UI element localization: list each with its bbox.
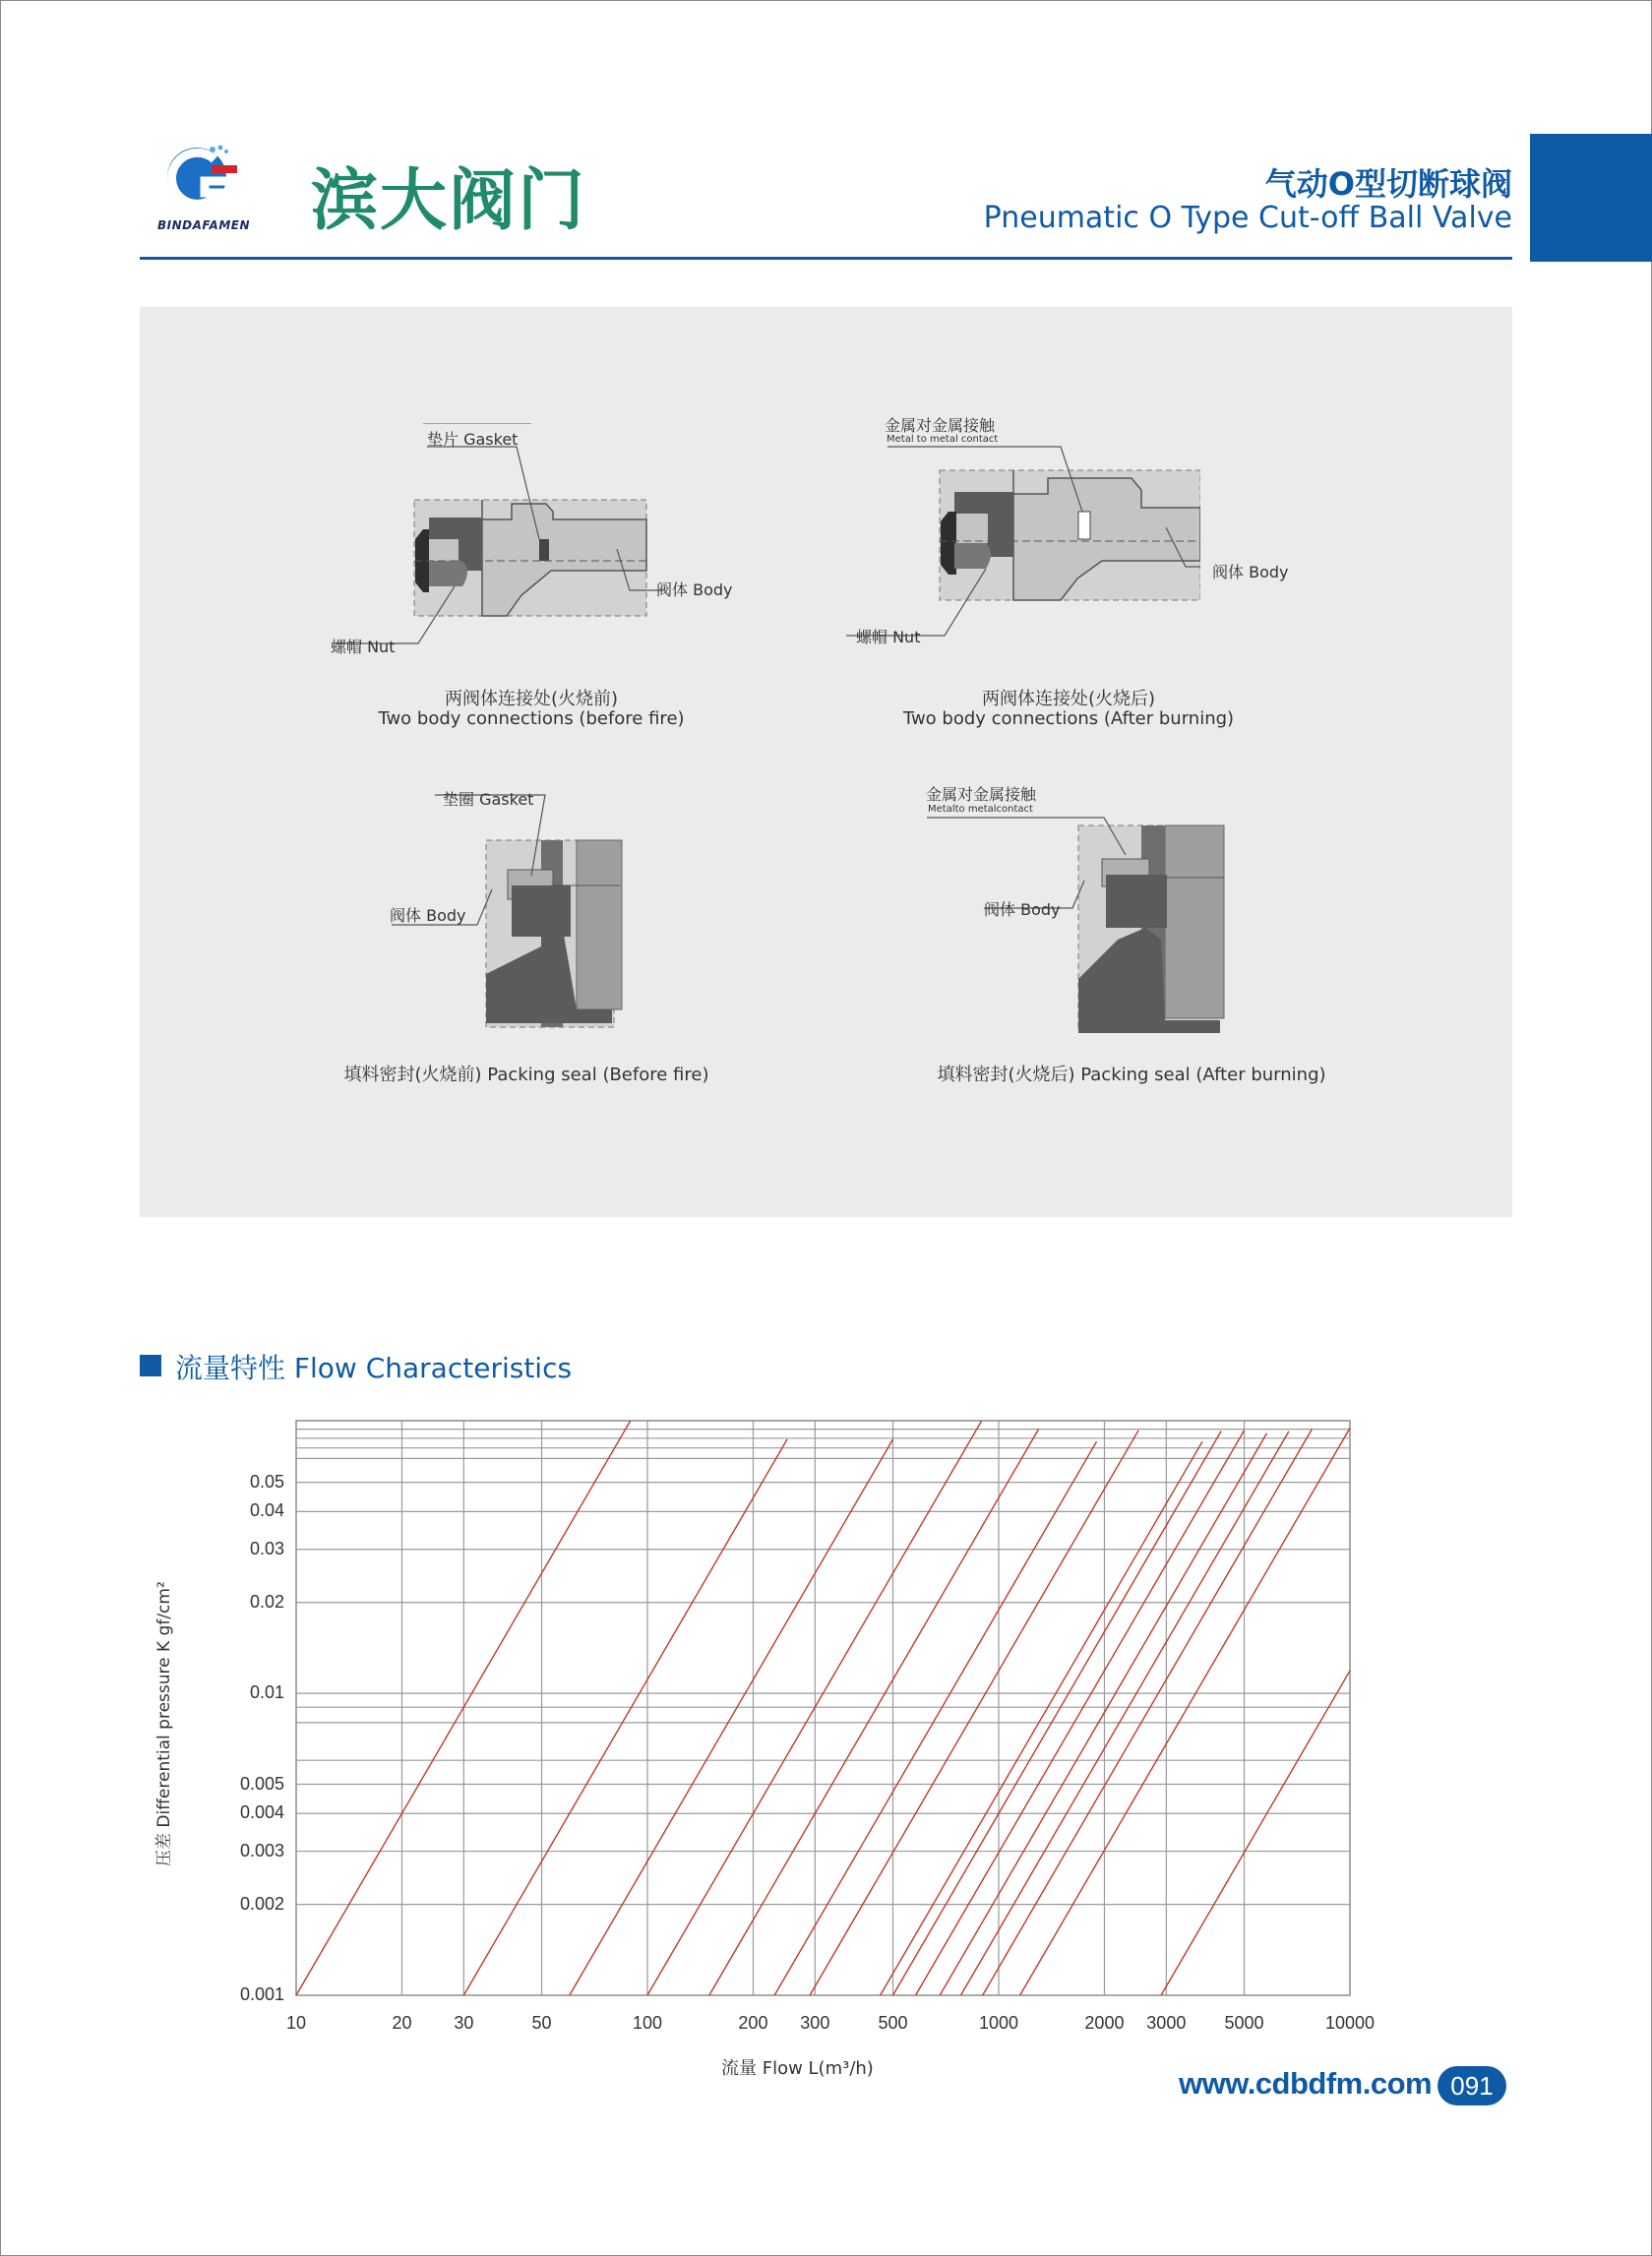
x-tick-label: 20 bbox=[392, 2013, 412, 2033]
series-line bbox=[1161, 1671, 1350, 1995]
label-nut: 螺帽 Nut bbox=[856, 628, 921, 646]
series-line bbox=[774, 1441, 1096, 1995]
x-tick-label: 50 bbox=[531, 2013, 552, 2033]
label-metal-contact-en: Metalto metalcontact bbox=[928, 804, 1033, 815]
series-line bbox=[960, 1432, 1288, 1995]
y-tick-label: 0.03 bbox=[249, 1538, 284, 1558]
label-gasket-ring: 垫圈 Gasket bbox=[443, 790, 534, 809]
caption-d2-cn: 两阀体连接处(火烧后) bbox=[981, 689, 1156, 709]
x-tick-label: 500 bbox=[878, 2013, 908, 2033]
y-tick-label: 0.002 bbox=[239, 1893, 284, 1914]
label-metal-contact-cn: 金属对金属接触 bbox=[885, 416, 996, 435]
caption-d2-en: Two body connections (After burning) bbox=[902, 708, 1235, 729]
chart-frame bbox=[296, 1421, 1350, 1995]
product-title-en: Pneumatic O Type Cut-off Ball Valve bbox=[983, 201, 1512, 235]
chart-grid bbox=[296, 1421, 1350, 1995]
label-gasket: 垫片 Gasket bbox=[427, 430, 519, 449]
x-tick-label: 100 bbox=[632, 2013, 663, 2033]
caption-d1-cn: 两阀体连接处(火烧前) bbox=[444, 689, 619, 709]
series-line bbox=[940, 1433, 1266, 1995]
product-title-cn: 气动O型切断球阀 bbox=[1264, 165, 1512, 203]
x-tick-label: 10000 bbox=[1324, 2013, 1376, 2033]
series-line bbox=[983, 1429, 1313, 1995]
label-metal-contact-cn: 金属对金属接触 bbox=[926, 785, 1037, 804]
section-title: 流量特性 Flow Characteristics bbox=[175, 1352, 573, 1384]
label-body: 阀体 Body bbox=[390, 906, 466, 925]
y-tick-label: 0.01 bbox=[249, 1682, 284, 1703]
brand-name: 滨大阀门 bbox=[311, 162, 587, 240]
x-tick-label: 30 bbox=[454, 2013, 474, 2033]
x-tick-label: 300 bbox=[800, 2013, 830, 2033]
label-body: 阀体 Body bbox=[984, 900, 1061, 919]
series-line bbox=[463, 1439, 787, 1995]
series-line bbox=[570, 1439, 893, 1995]
x-tick-label: 1000 bbox=[978, 2013, 1019, 2033]
page-number-badge: 091 bbox=[1438, 2066, 1506, 2105]
chart-series bbox=[296, 1421, 1350, 1995]
y-tick-label: 0.05 bbox=[249, 1471, 284, 1492]
caption-d4: 填料密封(火烧后) Packing seal (After burning) bbox=[937, 1065, 1326, 1085]
chart-ylabel: 压差 Differential pressure K gf/cm² bbox=[154, 1581, 174, 1866]
y-tick-label: 0.02 bbox=[249, 1591, 284, 1612]
website-link[interactable]: www.cdbdfm.com bbox=[1179, 2066, 1433, 2101]
y-tick-label: 0.001 bbox=[239, 1984, 284, 2004]
x-tick-label: 5000 bbox=[1224, 2013, 1264, 2033]
y-tick-label: 0.003 bbox=[239, 1840, 284, 1860]
series-line bbox=[810, 1431, 1138, 1995]
y-tick-label: 0.004 bbox=[239, 1802, 284, 1823]
chart-xlabel: 流量 Flow L(m³/h) bbox=[721, 2058, 874, 2079]
x-tick-label: 3000 bbox=[1146, 2013, 1187, 2033]
x-tick-label: 200 bbox=[738, 2013, 768, 2033]
x-tick-label: 2000 bbox=[1084, 2013, 1125, 2033]
y-tick-label: 0.04 bbox=[249, 1500, 284, 1521]
series-line bbox=[916, 1431, 1245, 1995]
y-tick-label: 0.005 bbox=[239, 1773, 284, 1794]
label-body: 阀体 Body bbox=[656, 580, 733, 599]
series-line bbox=[881, 1441, 1202, 1995]
label-metal-contact-en: Metal to metal contact bbox=[887, 434, 999, 445]
series-line bbox=[893, 1431, 1222, 1995]
label-body: 阀体 Body bbox=[1212, 563, 1289, 581]
label-nut: 螺帽 Nut bbox=[331, 638, 396, 656]
logo-text: BINDAFAMEN bbox=[157, 218, 251, 232]
caption-d1-en: Two body connections (before fire) bbox=[378, 708, 685, 729]
x-tick-label: 10 bbox=[285, 2013, 307, 2033]
series-line bbox=[1020, 1429, 1350, 1995]
caption-d3: 填料密封(火烧前) Packing seal (Before fire) bbox=[343, 1065, 709, 1085]
